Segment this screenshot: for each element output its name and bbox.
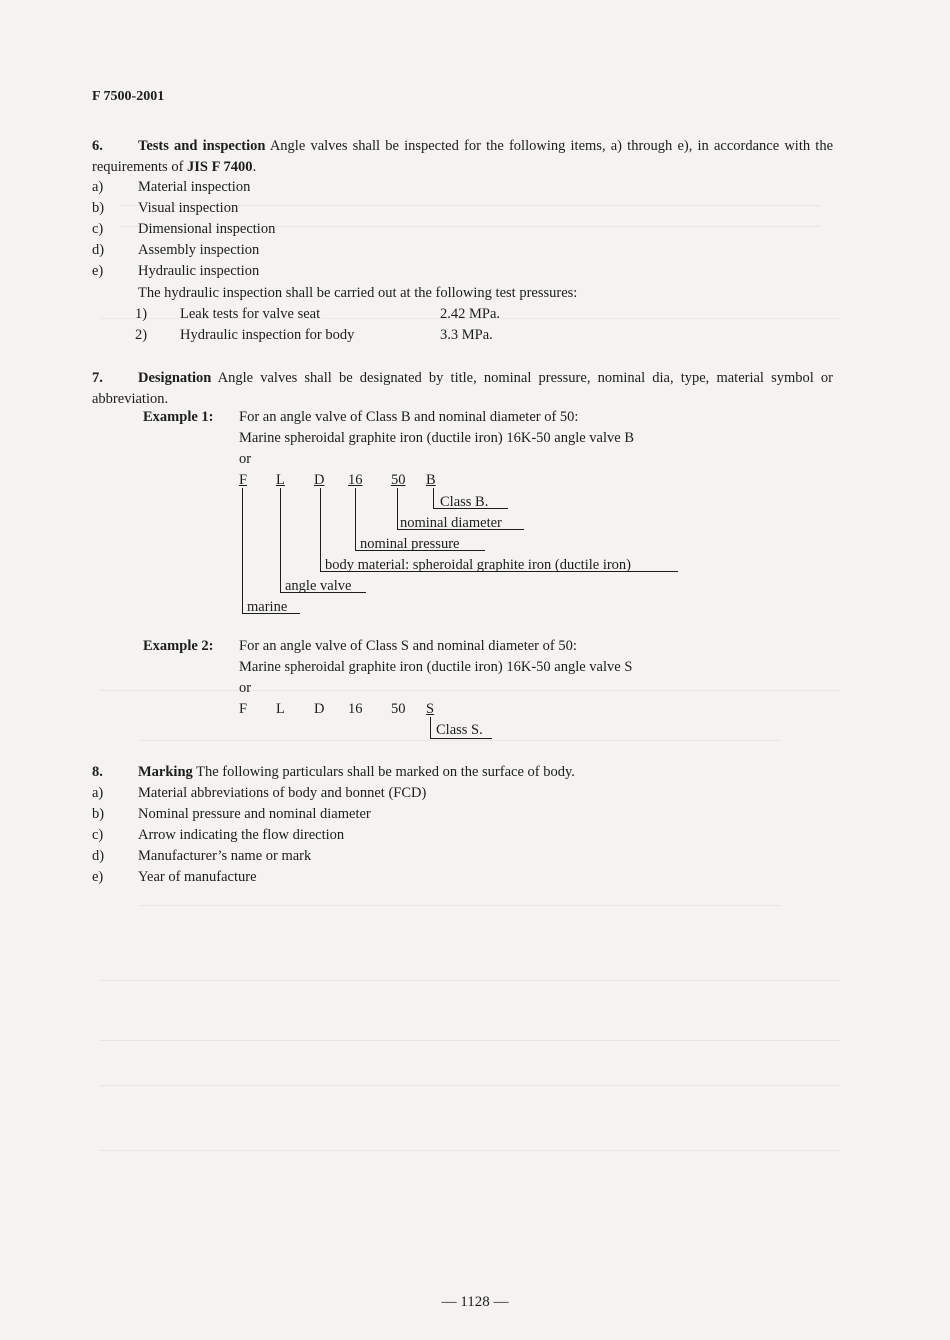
hydraulic-text: The hydraulic inspection shall be carried out at the following test pressures: xyxy=(138,285,578,301)
list-item-label: b) xyxy=(92,200,105,216)
document-header: F 7500-2001 xyxy=(92,89,165,104)
example-2-label: Example 2: xyxy=(143,638,214,654)
code-f: F xyxy=(239,472,248,488)
code-d: D xyxy=(314,472,325,488)
list-item-label: d) xyxy=(92,242,105,258)
section-8-text: The following particulars shall be marked on the surface of body. xyxy=(192,764,575,780)
bracket-nominal-pressure: nominal pressure xyxy=(360,536,460,552)
list-item-text: Assembly inspection xyxy=(138,242,260,258)
list-item-label: a) xyxy=(92,179,104,195)
pressure-number: 1) xyxy=(135,306,148,322)
leader-body-material xyxy=(320,488,321,571)
pressure-number: 2) xyxy=(135,327,148,343)
pressure-name: Hydraulic inspection for body xyxy=(180,327,355,343)
bracket-marine: marine xyxy=(247,599,288,615)
code-l: L xyxy=(276,701,285,717)
example-2-line-1: For an angle valve of Class S and nominal diameter of 50: xyxy=(239,638,577,654)
section-7-paragraph xyxy=(92,368,833,410)
list-item-text: Nominal pressure and nominal diameter xyxy=(138,806,371,822)
code-b: B xyxy=(426,472,436,488)
bracket-body-material: body material: spheroidal graphite iron (ductile iron) xyxy=(325,557,632,573)
example-1-line-1: For an angle valve of Class B and nominal diameter of 50: xyxy=(239,409,579,425)
page-number: — 1128 — xyxy=(441,1294,509,1310)
pressure-value: 3.3 MPa. xyxy=(440,327,493,343)
list-item-label: c) xyxy=(92,221,104,237)
list-item-text: Material inspection xyxy=(138,179,251,195)
list-item-text: Year of manufacture xyxy=(138,869,257,885)
list-item-text: Hydraulic inspection xyxy=(138,263,260,279)
section-6-title: Tests and inspection xyxy=(138,138,266,154)
section-7-text: Angle valves shall be designated by title, nominal pressure, nominal dia, type, material symbol or abbreviation. xyxy=(92,370,833,407)
list-item-label: a) xyxy=(92,785,104,801)
list-item-label: d) xyxy=(92,848,105,864)
leader-marine xyxy=(242,488,243,613)
list-item-text: Manufacturer’s name or mark xyxy=(138,848,312,864)
code-16: 16 xyxy=(348,472,363,488)
leader-class xyxy=(433,488,434,508)
list-item-text: Material abbreviations of body and bonnet (FCD) xyxy=(138,785,427,801)
section-7-number: 7. xyxy=(92,370,103,386)
code-d: D xyxy=(314,701,325,717)
section-7-title: Designation xyxy=(138,370,212,386)
list-item-text: Dimensional inspection xyxy=(138,221,276,237)
bracket-class-b: Class B. xyxy=(440,494,489,510)
example-1-label: Example 1: xyxy=(143,409,214,425)
code-s: S xyxy=(426,701,435,717)
code-50: 50 xyxy=(391,701,406,717)
example-2-line-2: Marine spheroidal graphite iron (ductile iron) 16K-50 angle valve S xyxy=(239,659,633,675)
leader-class-s xyxy=(430,717,431,738)
section-8-paragraph xyxy=(92,762,833,783)
bracket-angle-valve: angle valve xyxy=(285,578,352,594)
section-8-number: 8. xyxy=(92,764,103,780)
code-50: 50 xyxy=(391,472,406,488)
bracket-class-s: Class S. xyxy=(436,722,483,738)
pressure-value: 2.42 MPa. xyxy=(440,306,501,322)
leader-nominal-pressure xyxy=(355,488,356,550)
list-item-label: e) xyxy=(92,263,104,279)
section-6-standard: JIS F 7400 xyxy=(187,159,253,175)
list-item-text: Arrow indicating the flow direction xyxy=(138,827,345,843)
list-item-label: e) xyxy=(92,869,104,885)
leader-nominal-diameter xyxy=(397,488,398,529)
list-item-label: b) xyxy=(92,806,105,822)
section-6-text: Angle valves shall be inspected for the following items, a) through e), in accordance with the requirements of xyxy=(92,138,833,175)
pressure-name: Leak tests for valve seat xyxy=(180,306,321,322)
code-f: F xyxy=(239,701,248,717)
example-1-or: or xyxy=(239,451,252,467)
example-1-line-2: Marine spheroidal graphite iron (ductile iron) 16K-50 angle valve B xyxy=(239,430,635,446)
example-2-or: or xyxy=(239,680,252,696)
section-6-number: 6. xyxy=(92,138,103,154)
code-16: 16 xyxy=(348,701,363,717)
list-item-label: c) xyxy=(92,827,104,843)
bracket-nominal-diameter: nominal diameter xyxy=(400,515,502,531)
leader-angle-valve xyxy=(280,488,281,592)
section-8-title: Marking xyxy=(138,764,193,780)
code-l: L xyxy=(276,472,285,488)
section-6-paragraph: 6. Tests and inspection Angle valves shall be inspected for the following items, a) through e), in accordance with the requirements of JIS F 7400. xyxy=(92,138,833,175)
list-item-text: Visual inspection xyxy=(138,200,239,216)
